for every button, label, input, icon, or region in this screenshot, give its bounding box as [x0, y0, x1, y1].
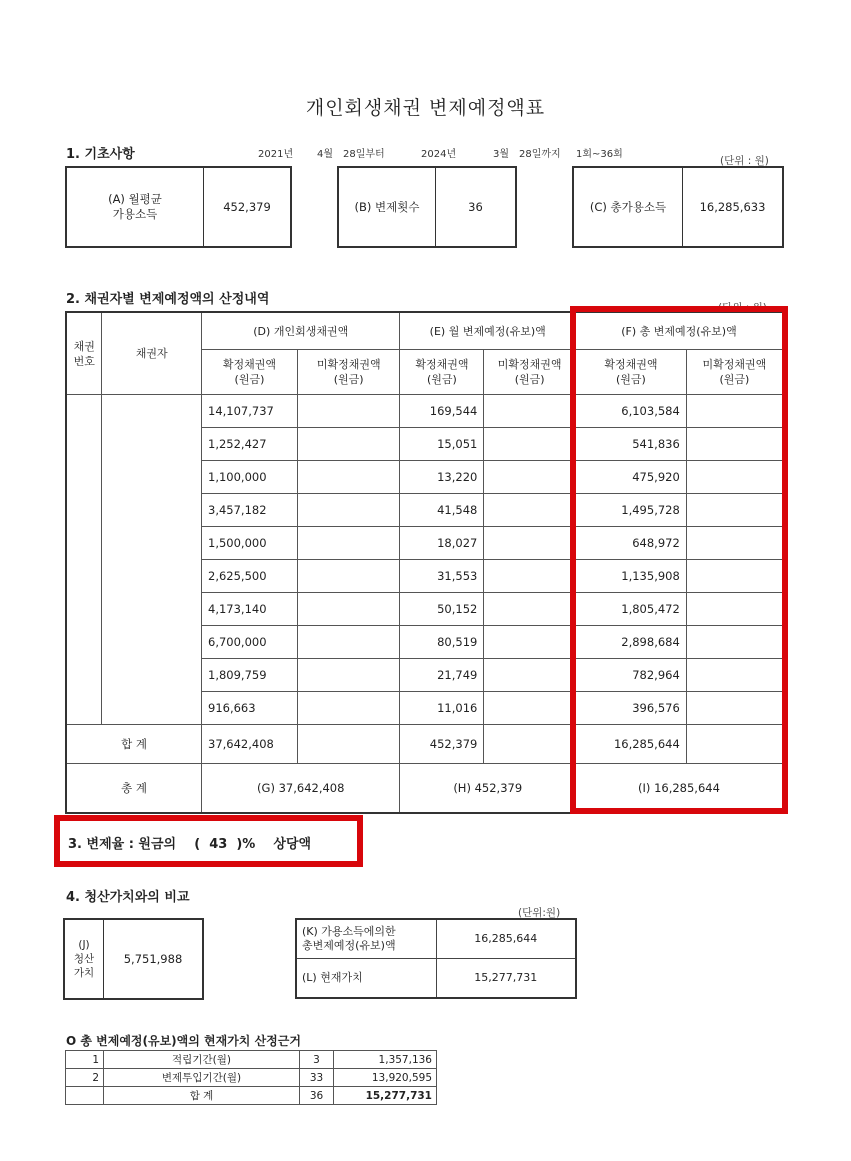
f-confirmed: 782,964	[575, 659, 686, 692]
section3-heading: 3. 변제율 : 원금의 ( 43 )% 상당액	[68, 837, 312, 852]
creditor-name	[102, 626, 202, 659]
creditor-name	[102, 395, 202, 428]
section4-unit: (단위:원)	[518, 907, 561, 919]
e-confirmed: 31,553	[400, 560, 484, 593]
table-row	[66, 1069, 437, 1087]
e-confirmed: 11,016	[400, 692, 484, 725]
f-confirmed: 2,898,684	[575, 626, 686, 659]
box-c	[572, 166, 784, 248]
total-f: 16,285,644	[575, 725, 686, 764]
d-unconfirmed	[297, 494, 400, 527]
j-value: 5,751,988	[103, 920, 202, 998]
e-unconfirmed	[484, 428, 576, 461]
pv-n: 3	[300, 1051, 334, 1069]
e-unconfirmed	[484, 527, 576, 560]
section1-heading: 1. 기초사항	[66, 147, 135, 162]
period-start-day: 28일부터	[343, 149, 385, 160]
d-unconfirmed	[297, 593, 400, 626]
c-label: (C) 총가용소득	[589, 199, 667, 214]
grand-g: (G) 37,642,408	[202, 764, 400, 814]
e-unconfirmed	[484, 395, 576, 428]
e-unconfirmed	[484, 461, 576, 494]
header-d: (D) 개인회생채권액	[202, 312, 400, 350]
section4-heading: 4. 청산가치와의 비교	[66, 890, 190, 905]
period-start-month: 4월	[317, 149, 334, 160]
header-creditor-no: 채권 번호	[66, 312, 102, 395]
pv-total-label: 합 계	[104, 1087, 300, 1105]
pv-label: 적립기간(월)	[104, 1051, 300, 1069]
section2-unit: (단위 : 원)	[718, 302, 767, 314]
d-confirmed: 14,107,737	[202, 395, 298, 428]
header-e-confirmed: 확정채권액 (원금)	[400, 350, 484, 395]
creditor-no	[66, 527, 102, 560]
section2-heading: 2. 채권자별 변제예정액의 산정내역	[66, 292, 270, 307]
pv-total-v: 15,277,731	[334, 1087, 437, 1105]
total-e-unconfirmed	[484, 725, 576, 764]
creditor-no	[66, 659, 102, 692]
l-label: (L) 현재가치	[296, 959, 436, 999]
present-value-table	[65, 1050, 437, 1105]
grand-h: (H) 452,379	[400, 764, 576, 814]
total-e: 452,379	[400, 725, 484, 764]
k-value: 16,285,644	[436, 919, 576, 959]
header-f-confirmed: 확정채권액 (원금)	[575, 350, 686, 395]
creditor-name	[102, 560, 202, 593]
e-confirmed: 15,051	[400, 428, 484, 461]
creditor-no	[66, 692, 102, 725]
e-confirmed: 80,519	[400, 626, 484, 659]
e-unconfirmed	[484, 494, 576, 527]
e-unconfirmed	[484, 560, 576, 593]
l-value: 15,277,731	[436, 959, 576, 999]
pv-n: 33	[300, 1069, 334, 1087]
creditor-name	[102, 461, 202, 494]
comparison-table	[295, 918, 577, 999]
pv-label: 변제투입기간(월)	[104, 1069, 300, 1087]
total-d: 37,642,408	[202, 725, 298, 764]
pv-no: 2	[66, 1069, 104, 1087]
total-d-unconfirmed	[297, 725, 400, 764]
f-confirmed: 475,920	[575, 461, 686, 494]
e-confirmed: 50,152	[400, 593, 484, 626]
e-unconfirmed	[484, 626, 576, 659]
f-confirmed: 1,495,728	[575, 494, 686, 527]
pv-v: 1,357,136	[334, 1051, 437, 1069]
b-label: (B) 변제횟수	[354, 199, 420, 214]
d-confirmed: 1,252,427	[202, 428, 298, 461]
j-label: (J) 청산 가치	[73, 939, 95, 979]
f-confirmed: 396,576	[575, 692, 686, 725]
d-unconfirmed	[297, 659, 400, 692]
creditor-no	[66, 593, 102, 626]
grand-i: (I) 16,285,644	[575, 764, 783, 814]
e-confirmed: 13,220	[400, 461, 484, 494]
f-confirmed: 648,972	[575, 527, 686, 560]
period-start-year: 2021년	[258, 149, 294, 160]
d-unconfirmed	[297, 560, 400, 593]
e-confirmed: 41,548	[400, 494, 484, 527]
d-unconfirmed	[297, 626, 400, 659]
d-unconfirmed	[297, 428, 400, 461]
creditor-no	[66, 461, 102, 494]
f-confirmed: 1,805,472	[575, 593, 686, 626]
period-end-month: 3월	[493, 149, 510, 160]
header-e-unconfirmed: 미확정채권액 (원금)	[484, 350, 576, 395]
creditor-no	[66, 494, 102, 527]
box-j	[63, 918, 204, 1000]
creditor-no	[66, 395, 102, 428]
d-unconfirmed	[297, 395, 400, 428]
e-unconfirmed	[484, 692, 576, 725]
highlight-total-repayment-column	[570, 306, 788, 814]
total-label: 합 계	[66, 725, 202, 764]
creditor-name	[102, 494, 202, 527]
f-confirmed: 541,836	[575, 428, 686, 461]
d-confirmed: 3,457,182	[202, 494, 298, 527]
d-confirmed: 1,500,000	[202, 527, 298, 560]
creditor-name	[102, 659, 202, 692]
d-unconfirmed	[297, 692, 400, 725]
header-d-unconfirmed: 미확정채권액 (원금)	[297, 350, 400, 395]
a-value: 452,379	[203, 168, 290, 246]
d-unconfirmed	[297, 461, 400, 494]
period-end-year: 2024년	[421, 149, 457, 160]
d-unconfirmed	[297, 527, 400, 560]
header-creditor: 채권자	[102, 312, 202, 395]
e-confirmed: 21,749	[400, 659, 484, 692]
pv-v: 13,920,595	[334, 1069, 437, 1087]
table-row	[66, 1051, 437, 1069]
header-f: (F) 총 변제예정(유보)액	[575, 312, 783, 350]
period-rounds: 1회~36회	[576, 149, 623, 160]
creditor-name	[102, 428, 202, 461]
pv-total-n: 36	[300, 1087, 334, 1105]
e-unconfirmed	[484, 593, 576, 626]
section5-heading: O 총 변제예정(유보)액의 현재가치 산정근거	[66, 1034, 301, 1048]
header-e: (E) 월 변제예정(유보)액	[400, 312, 576, 350]
d-confirmed: 6,700,000	[202, 626, 298, 659]
d-confirmed: 1,100,000	[202, 461, 298, 494]
box-a	[65, 166, 292, 248]
section1-unit: (단위 : 원)	[720, 155, 769, 167]
creditor-no	[66, 560, 102, 593]
header-d-confirmed: 확정채권액 (원금)	[202, 350, 298, 395]
f-confirmed: 6,103,584	[575, 395, 686, 428]
a-label: (A) 월평균 가용소득	[108, 192, 162, 221]
creditor-name	[102, 527, 202, 560]
d-confirmed: 1,809,759	[202, 659, 298, 692]
c-value: 16,285,633	[682, 168, 782, 246]
e-confirmed: 18,027	[400, 527, 484, 560]
b-value: 36	[435, 168, 515, 246]
box-b	[337, 166, 517, 248]
header-f-unconfirmed: 미확정채권액 (원금)	[686, 350, 783, 395]
document-title: 개인회생채권 변제예정액표	[305, 97, 546, 119]
d-confirmed: 4,173,140	[202, 593, 298, 626]
pv-no: 1	[66, 1051, 104, 1069]
grand-label: 총 계	[66, 764, 202, 814]
k-label: (K) 가용소득에의한 총변제예정(유보)액	[296, 919, 436, 959]
period-end-day: 28일까지	[519, 149, 561, 160]
creditor-no	[66, 428, 102, 461]
creditor-name	[102, 692, 202, 725]
pv-total-no	[66, 1087, 104, 1105]
e-confirmed: 169,544	[400, 395, 484, 428]
e-unconfirmed	[484, 659, 576, 692]
creditor-name	[102, 593, 202, 626]
f-confirmed: 1,135,908	[575, 560, 686, 593]
creditor-no	[66, 626, 102, 659]
d-confirmed: 916,663	[202, 692, 298, 725]
d-confirmed: 2,625,500	[202, 560, 298, 593]
